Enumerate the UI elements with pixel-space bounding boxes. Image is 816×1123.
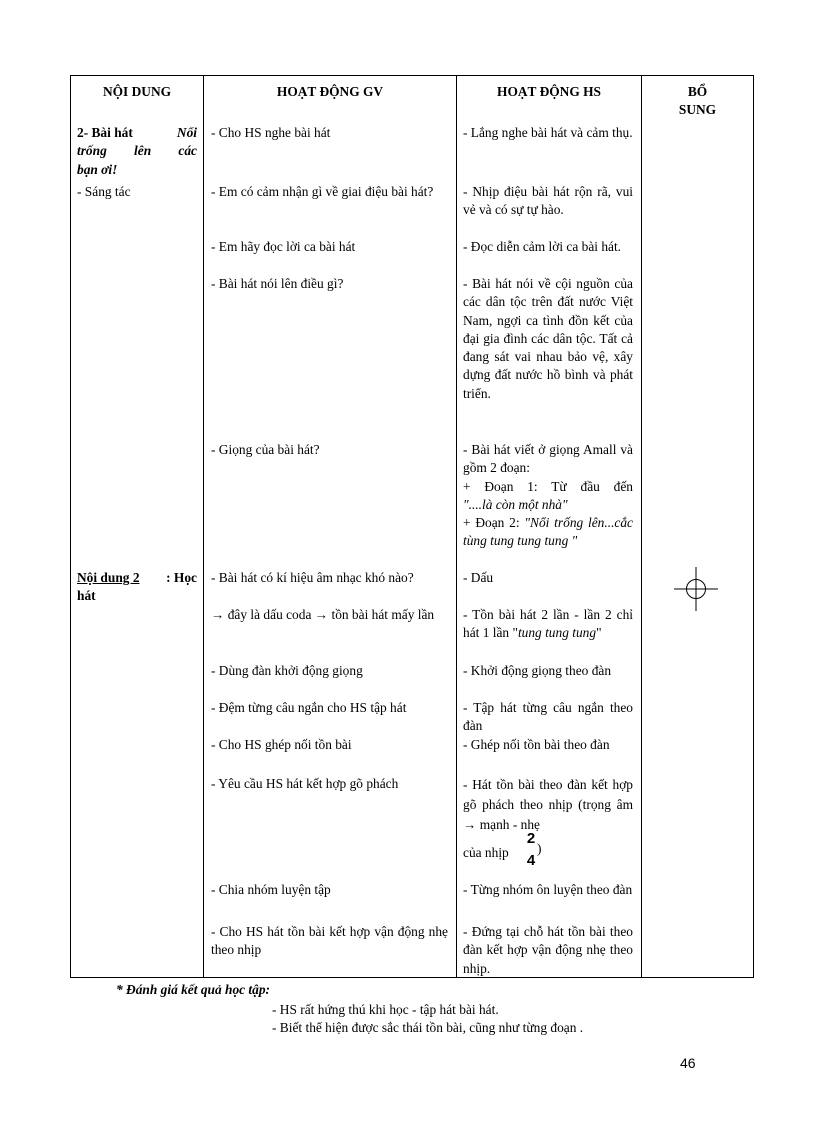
table-right-border: [753, 75, 754, 978]
evaluation-item: - HS rất hứng thú khi học - tập hát bài hát.: [272, 1002, 499, 1017]
student-activity: - Từng nhóm ôn luyện theo đàn: [463, 882, 633, 897]
student-activity: - Đứng tại chỗ hát tồn bài theo đàn kết hợp vận động nhẹ theo nhịp.: [463, 924, 633, 976]
header-extra-line1: BỔ: [687, 84, 708, 99]
teacher-activity: - Em hãy đọc lời ca bài hát: [211, 239, 356, 254]
teacher-activity: - Giọng của bài hát?: [211, 442, 320, 457]
repeat-text: - Tồn bài hát 2 lần - lần 2 chỉ hát 1 lần ": [463, 607, 633, 641]
section-2-suffix: : Học: [166, 570, 197, 585]
student-activity: - Nhịp điệu bài hát rộn rã, vui vẻ và có sự tự hào.: [463, 184, 633, 218]
repeat-close: ": [596, 625, 602, 641]
student-activity: - Dấu: [463, 570, 494, 585]
composer-label: - Sáng tác: [77, 184, 131, 199]
teacher-activity: - Cho HS hát tồn bài kết hợp vận động nhẹ theo nhịp: [211, 924, 448, 958]
column-divider: [641, 75, 642, 978]
student-activity: - Ghép nối tồn bài theo đàn: [463, 737, 610, 752]
song-title-line3: bạn ơi!: [77, 161, 118, 177]
table-bottom-border: [70, 977, 753, 978]
student-activity: - Hát tồn bài theo đàn kết hợp gõ phách theo nhịp (trọng âm → mạnh - nhẹ: [463, 777, 633, 832]
section-2-heading: [77, 569, 197, 606]
teacher-activity: - Bài hát có kí hiệu âm nhạc khó nào?: [211, 570, 414, 585]
student-activity-key: [463, 441, 633, 551]
section-2-label: Nội dung 2: [77, 570, 140, 585]
evaluation-title: * Đánh giá kết quả học tập:: [116, 982, 271, 997]
time-signature-line: [463, 844, 509, 862]
key-description: - Bài hát viết ở giọng Amall và gồm 2 đoạn:: [463, 442, 633, 476]
table-left-border: [70, 75, 71, 978]
teacher-activity: - Bài hát nói lên điều gì?: [211, 276, 344, 291]
section-2-line2: hát: [77, 588, 96, 604]
teacher-activity: - Đệm từng câu ngắn cho HS tập hát: [211, 700, 407, 715]
song-title-line2: trống lên các: [77, 143, 197, 159]
time-signature-top: 2: [526, 830, 536, 847]
crosshair-icon: [674, 567, 718, 611]
student-activity: [463, 606, 633, 643]
student-activity: - Tập hát từng câu ngắn theo đàn: [463, 700, 633, 734]
song-title-line1: Nổi: [176, 125, 197, 140]
repeat-lyric: tung tung tung: [517, 625, 597, 641]
part-1-quote: "....là còn một nhà": [463, 496, 568, 512]
column-divider: [203, 75, 204, 978]
teacher-activity: - Em có cảm nhận gì về giai điệu bài hát?: [211, 184, 434, 199]
time-signature-close: ): [537, 841, 542, 856]
time-signature-bottom: 4: [526, 852, 536, 869]
time-signature-prefix: của nhịp: [463, 845, 509, 860]
song-prefix: 2- Bài hát: [77, 125, 133, 140]
page-number: 46: [680, 1055, 696, 1071]
part-2-quote: "Nổi trống lên...cắc tùng tung tung tung ": [463, 515, 633, 549]
evaluation-item: - Biết thể hiện được sắc thái tồn bài, cũng như từng đoạn .: [272, 1020, 584, 1035]
header-teacher-activity: HOẠT ĐỘNG GV: [276, 84, 384, 99]
part-2-prefix: + Đoạn 2:: [463, 515, 525, 531]
teacher-activity: - Chia nhóm luyện tập: [211, 882, 331, 897]
song-heading: [77, 124, 197, 179]
part-1-prefix: + Đoạn 1: Từ đầu đến: [463, 478, 633, 494]
header-student-activity: HOẠT ĐỘNG HS: [497, 84, 601, 99]
teacher-activity: - Dùng đàn khởi động giọng: [211, 663, 363, 678]
student-activity: - Đọc diễn cảm lời ca bài hát.: [463, 239, 622, 254]
header-extra: [642, 83, 753, 120]
header-content: NỘI DUNG: [102, 84, 172, 99]
part-2: [463, 514, 633, 551]
column-divider: [456, 75, 457, 978]
teacher-activity: → đây là dấu coda → tồn bài hát mấy lần: [211, 607, 435, 622]
student-activity: - Lắng nghe bài hát và cảm thụ.: [463, 125, 633, 140]
table-top-border: [70, 75, 753, 76]
student-activity: - Khởi động giọng theo đàn: [463, 663, 612, 678]
student-activity: - Bài hát nói về cội nguồn của các dân tộc trên đất nước Việt Nam, ngợi ca tình đồn kết của đại gia đình các dân tộc. Tất cả đang sát vai nhau bảo vệ, xây dựng đất nước hồ bình và phát triển.: [463, 276, 633, 401]
teacher-activity: - Cho HS nghe bài hát: [211, 125, 331, 140]
header-extra-line2: SUNG: [678, 102, 717, 118]
teacher-activity: - Yêu cầu HS hát kết hợp gõ phách: [211, 776, 399, 791]
teacher-activity: - Cho HS ghép nối tồn bài: [211, 737, 352, 752]
